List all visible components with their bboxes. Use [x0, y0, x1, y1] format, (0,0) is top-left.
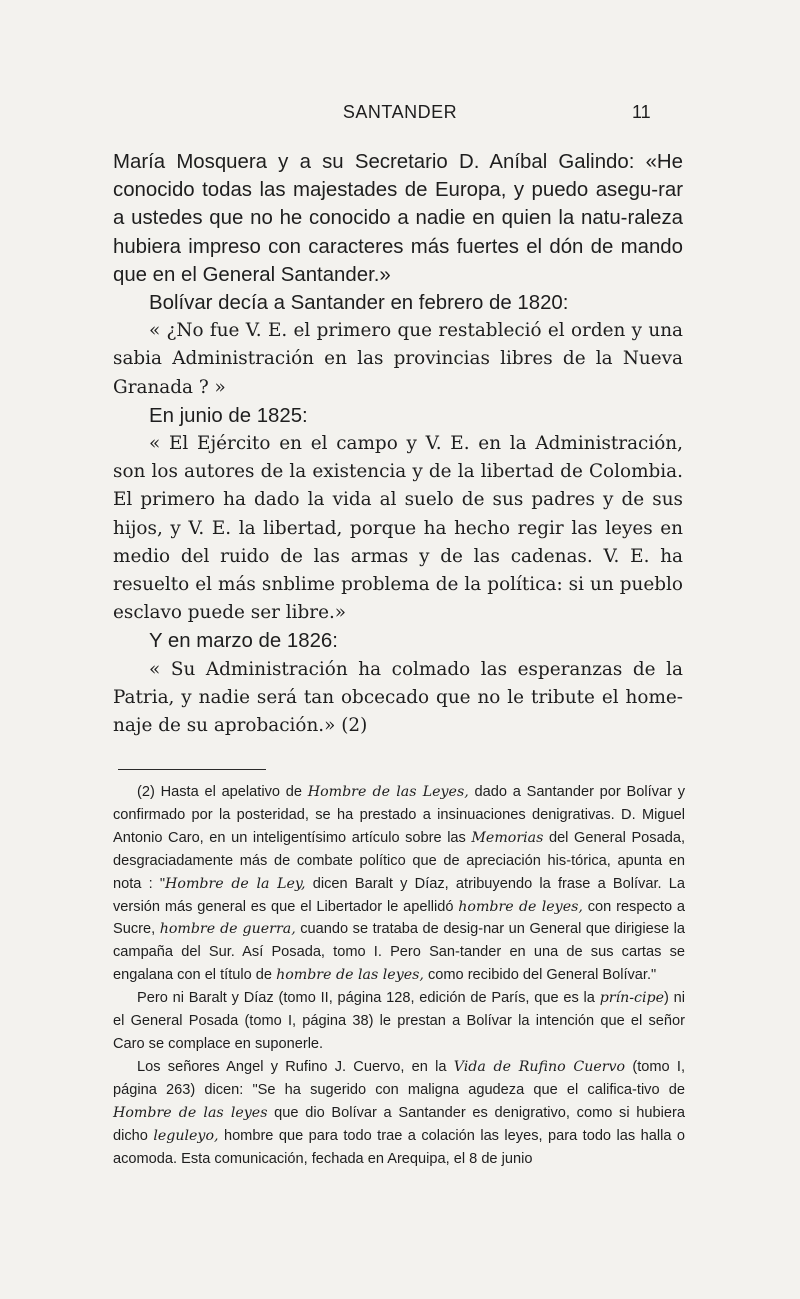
footnote-text: dicen Baralt y Díaz, atribuyendo la frase a Bolívar. La versión más general es que el Libertador le apellidó	[113, 875, 685, 915]
footnote-italic: leguleyo,	[153, 1127, 219, 1144]
footnote-text: dado a Santander por Bolívar y confirmado por la posteridad, se ha prestado a insinuaciones denigrativas. D. Miguel Antonio Caro, en un inteligentísimo artículo sobre las	[113, 784, 685, 846]
page-number: 11	[632, 102, 651, 122]
footnote-text: ) ni el General Posada (tomo I, página 38) le prestan a Bolívar la intención que el señor Caro se complace en suponerle.	[113, 990, 685, 1052]
footnote-2-cuervo	[113, 1056, 685, 1171]
running-title: SANTANDER	[342, 102, 458, 122]
page-header	[0, 102, 800, 130]
footnote-2	[113, 781, 685, 987]
quote-1826: « Su Administración ha colmado las esperanzas de la Patria, y nadie será tan obcecado que no le tribute el home-naje de su aprobación.» (2)	[113, 658, 683, 737]
paragraph-galindo-quote: María Mosquera y a su Secretario D. Aníbal Galindo: «He conocido todas las majestades de Europa, y puedo asegu-rar a ustedes que no he conocido a nadie en quien la natu-raleza hubiera impreso con caracteres más fuertes el dón de mando que en el General Santander.»	[113, 151, 683, 286]
footnotes	[113, 781, 685, 1170]
footnote-italic: Hombre de las leyes	[113, 1104, 268, 1121]
footnote-2-continued	[113, 987, 685, 1056]
footnote-italic: hombre de guerra,	[159, 921, 296, 938]
paragraph-march-1826: Y en marzo de 1826:	[149, 630, 338, 653]
footnote-divider	[118, 769, 266, 770]
paragraph-june-1825: En junio de 1825:	[149, 404, 308, 427]
body-text	[113, 148, 683, 740]
quote-1825: « El Ejército en el campo y V. E. en la Administración, son los autores de la existencia y de la libertad de Colombia. El primero ha dado la vida al suelo de sus padres y de sus hijos, y V. E. la libertad, porque ha hecho regir las leyes en medio del ruido de las armas y de las cadenas. V. E. ha resuelto el más snblime problema de la política: si un pueblo esclavo puede ser libre.»	[113, 433, 683, 624]
footnote-text: Los señores Angel y Rufino J. Cuervo, en la	[137, 1058, 454, 1075]
footnote-text: que dio Bolívar a Santander es denigrativo, como si hubiera dicho	[113, 1104, 685, 1144]
footnote-text: del General Posada, desgraciadamente más de combate político que de apreciación his-tórica, apunta en nota : "	[113, 829, 686, 892]
footnote-italic: prín-cipe	[599, 990, 664, 1007]
paragraph-bolivar-1820: Bolívar decía a Santander en febrero de 1820:	[149, 292, 569, 315]
footnote-text: Pero ni Baralt y Díaz (tomo II, página 128, edición de París, que es la	[137, 990, 600, 1007]
footnote-text: (tomo I, página 263) dicen: "Se ha sugerido con maligna agudeza que el califica-tivo de	[113, 1058, 686, 1098]
footnote-text: con respecto a Sucre,	[113, 898, 686, 938]
footnote-text: cuando se trataba de desig-nar un General que dirigiese la campaña del Sur. Así Posada, tomo I. Pero San-tander en una de sus cartas se engalana con el título de	[113, 921, 686, 984]
quote-1820: « ¿No fue V. E. el primero que restableció el orden y una sabia Administración en las provincias libres de la Nueva Granada ? »	[113, 320, 683, 398]
footnote-text: (2) Hasta el apelativo de	[137, 784, 308, 800]
footnote-italic: hombre de las leyes,	[276, 967, 424, 984]
footnote-text: como recibido del General Bolívar."	[423, 967, 657, 984]
footnote-italic: Hombre de la Ley,	[165, 875, 306, 892]
footnote-italic: Memorias	[471, 829, 544, 846]
footnote-text: hombre que para todo trae a colación las leyes, para todo las halla o acomoda. Esta comunicación, fechada en Arequipa, el 8 de junio	[113, 1127, 685, 1167]
footnote-italic: Hombre de las Leyes,	[307, 784, 469, 800]
footnote-italic: hombre de leyes,	[458, 898, 583, 915]
footnote-italic: Vida de Rufino Cuervo	[453, 1058, 626, 1075]
